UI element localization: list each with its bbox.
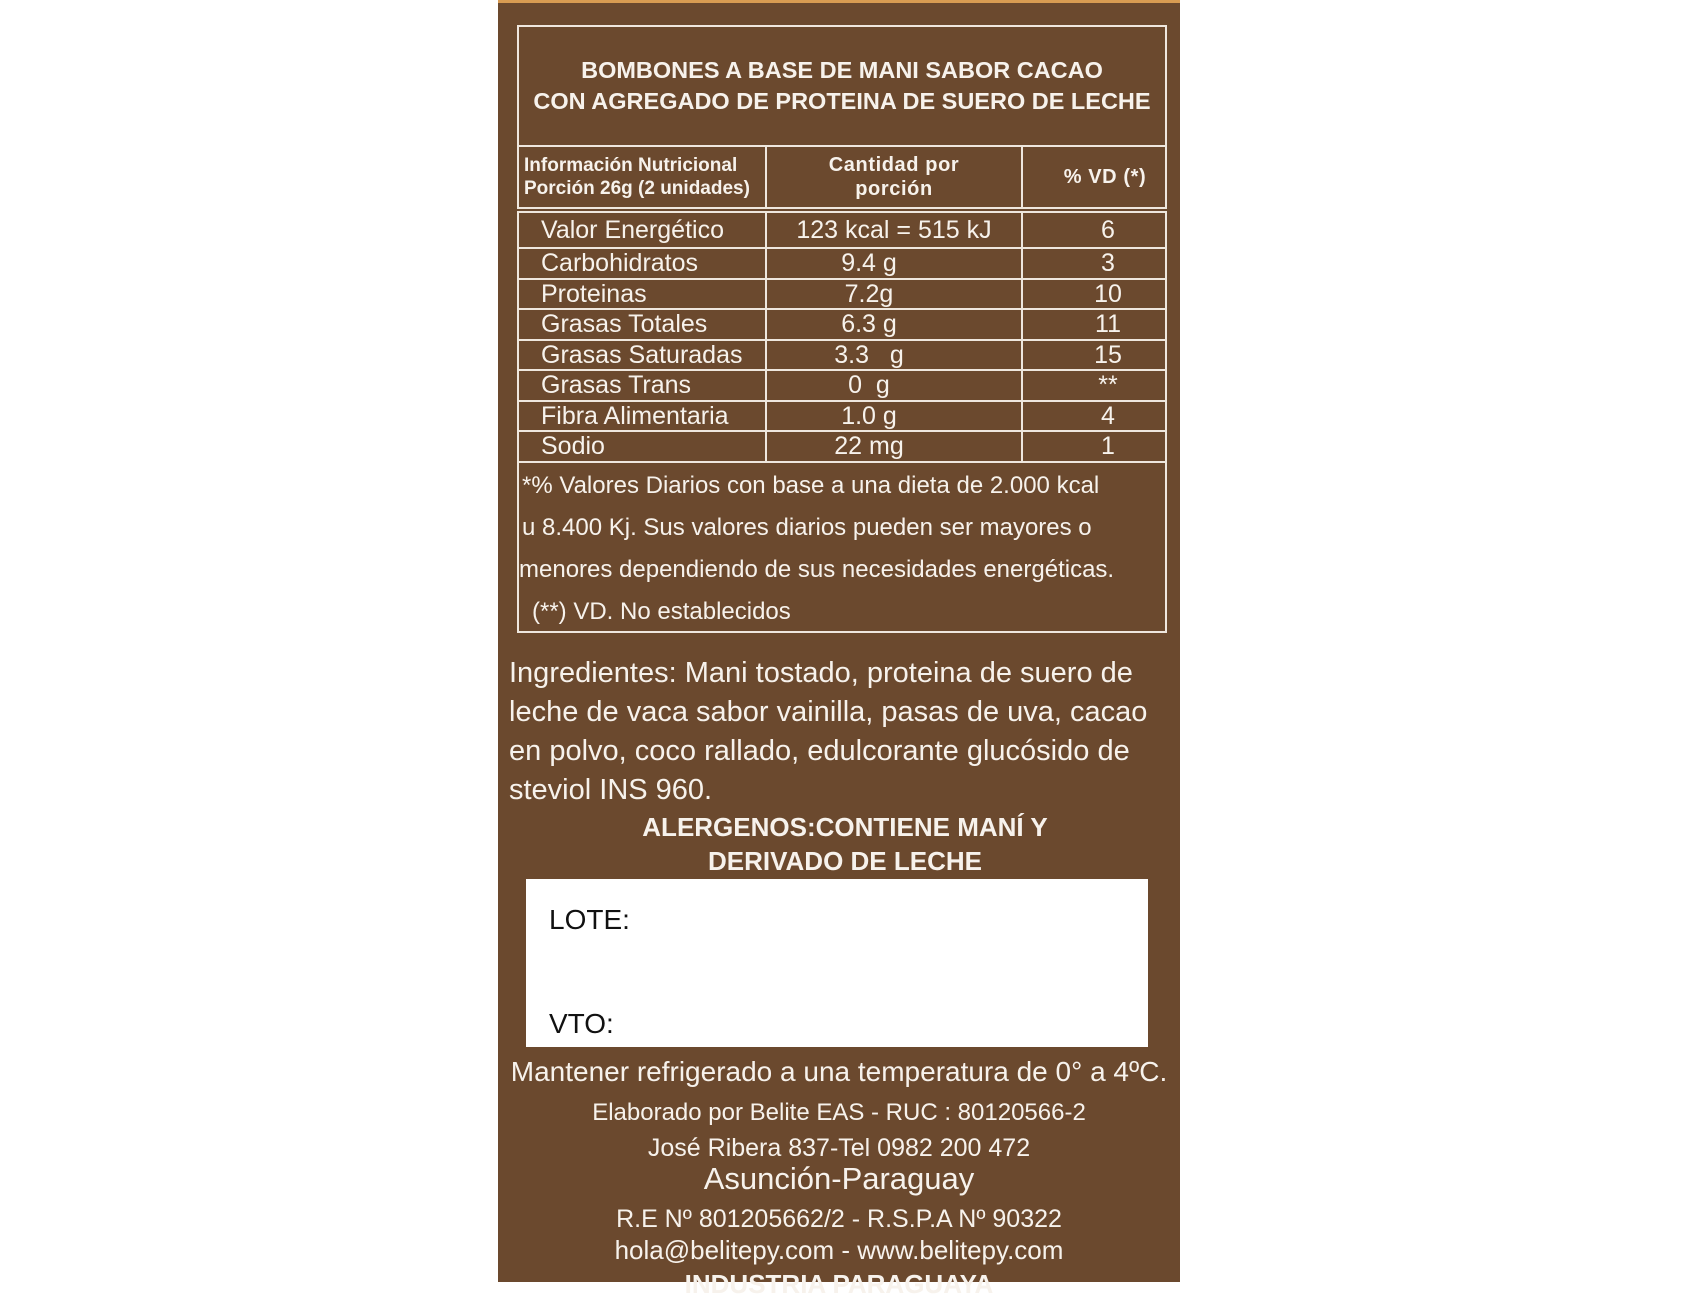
storage-instructions: Mantener refrigerado a una temperatura de 0° a 4ºC. (510, 1056, 1168, 1087)
product-title (519, 27, 1165, 145)
footnote-line-4: (**) VD. No establecidos (532, 598, 791, 625)
nutrient-daily-value: 11 (1021, 310, 1165, 339)
nutrient-amount: 1.0 g (765, 402, 1021, 430)
header-serving-size: Porción 26g (2 unidades) (524, 178, 750, 199)
nutrient-daily-value: ** (1021, 371, 1165, 400)
manufacturer-city: Asunción-Paraguay (703, 1161, 975, 1196)
nutrient-name: Valor Energético (541, 215, 724, 244)
nutrient-name: Grasas Saturadas (541, 340, 743, 369)
footnote-line-2: u 8.400 Kj. Sus valores diarios pueden ser mayores o (522, 514, 1092, 541)
nutrient-daily-value: 6 (1021, 213, 1165, 247)
nutrient-amount: 22 mg (765, 432, 1021, 461)
top-accent-stripe (498, 0, 1180, 3)
contact-info: hola@belitepy.com - www.belitepy.com (614, 1235, 1064, 1265)
title-and-header-frame (517, 25, 1167, 209)
ingredients-line-4: steviol INS 960. (509, 774, 713, 806)
nutrition-table-body (517, 211, 1167, 463)
manufacturer-address: José Ribera 837-Tel 0982 200 472 (647, 1134, 1031, 1162)
nutrient-amount: 7.2g (765, 280, 1021, 308)
nutrient-amount: 123 kcal = 515 kJ (765, 213, 1021, 247)
nutrient-row-saturated-fat (519, 339, 1165, 369)
nutrient-row-energy (519, 213, 1165, 247)
product-title-line-2: CON AGREGADO DE PROTEINA DE SUERO DE LECHE (533, 88, 1151, 114)
nutrient-row-total-fat (519, 308, 1165, 339)
allergen-line-2: DERIVADO DE LECHE (708, 846, 982, 876)
nutrient-amount: 6.3 g (765, 310, 1021, 339)
ingredients-line-3: en polvo, coco rallado, edulcorante glucósido de (509, 735, 1130, 767)
nutrient-name: Carbohidratos (541, 249, 699, 277)
ingredients-line-1: Ingredientes: Mani tostado, proteina de suero de (509, 657, 1133, 689)
header-daily-value: % VD (*) (1021, 147, 1165, 207)
nutrient-name: Proteinas (541, 279, 647, 308)
header-amount-line-1: Cantidad por (828, 154, 960, 176)
nutrient-daily-value: 4 (1021, 402, 1165, 430)
ingredients-text (509, 654, 1147, 810)
nutrient-daily-value: 15 (1021, 341, 1165, 369)
expiry-label: VTO: (549, 1008, 614, 1039)
nutrient-row-proteins (519, 278, 1165, 308)
nutrient-daily-value: 3 (1021, 249, 1165, 278)
nutrient-row-sodium (519, 430, 1165, 461)
ingredients-line-2: leche de vaca sabor vainilla, pasas de uva, cacao (509, 696, 1148, 728)
nutrient-name: Fibra Alimentaria (541, 401, 729, 430)
footnote-line-1: *% Valores Diarios con base a una dieta de 2.000 kcal (522, 472, 1100, 499)
header-info-title: Información Nutricional (524, 155, 738, 176)
footnote-line-3: menores dependiendo de sus necesidades energéticas. (519, 556, 1115, 583)
nutrient-row-trans-fat (519, 369, 1165, 400)
nutrient-row-fiber (519, 400, 1165, 430)
nutrient-daily-value: 10 (1021, 280, 1165, 308)
nutrient-amount: 3.3 g (765, 341, 1021, 369)
nutrient-amount: 0 g (765, 371, 1021, 400)
header-serving-info (519, 147, 765, 207)
allergen-line-1: ALERGENOS:CONTIENE MANÍ Y (642, 812, 1048, 842)
origin-statement: INDUSTRIA PARAGUAYA (684, 1269, 994, 1299)
nutrition-table-header (519, 145, 1165, 207)
nutrient-name: Grasas Totales (541, 310, 708, 338)
manufacturer-line: Elaborado por Belite EAS - RUC : 80120566-2 (592, 1099, 1086, 1126)
registry-numbers: R.E Nº 801205662/2 - R.S.P.A Nº 90322 (616, 1205, 1062, 1233)
allergen-warning (498, 810, 1180, 878)
header-amount-line-2: porción (855, 178, 933, 200)
nutrition-label-panel (498, 0, 1180, 1299)
nutrient-name: Grasas Trans (541, 371, 692, 399)
daily-value-footnote (517, 463, 1167, 633)
nutrient-amount: 9.4 g (765, 249, 1021, 278)
nutrient-name: Sodio (541, 432, 605, 460)
nutrient-daily-value: 1 (1021, 432, 1165, 461)
nutrient-row-carbohydrates (519, 247, 1165, 278)
lot-expiry-box (526, 879, 1148, 1047)
header-amount-per-serving (765, 147, 1021, 207)
lot-label: LOTE: (549, 904, 630, 935)
product-title-line-1: BOMBONES A BASE DE MANI SABOR CACAO (581, 57, 1103, 83)
